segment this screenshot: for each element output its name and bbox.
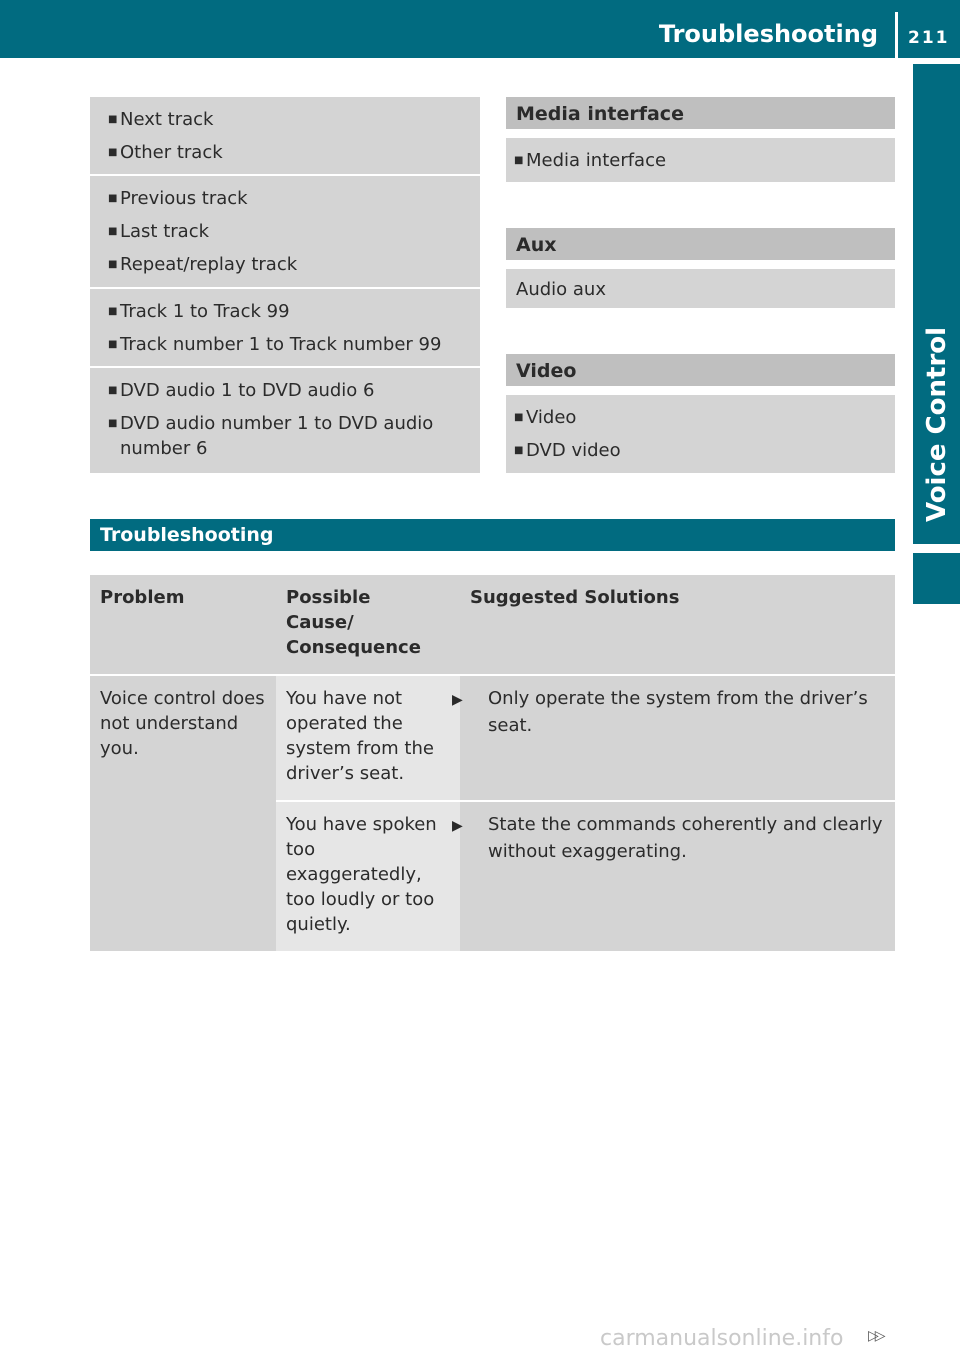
arrow-right-icon: ▶ [452,692,463,708]
list-item: ■ Video [514,407,577,428]
solution-cell: ▶ State the commands coherently and clearly without exaggerating. [460,801,895,952]
bullet-icon: ■ [108,114,118,125]
list-item: ■ Repeat/replay track [108,254,298,275]
section-title: Video [506,354,895,386]
section-body [506,395,895,473]
list-item: ■ Media interface [514,150,667,171]
header-title: Troubleshooting [658,20,878,48]
arrow-right-icon: ▶ [452,818,463,834]
column-header-solutions: Suggested Solutions [460,575,895,675]
cause-cell: You have spoken too exaggeratedly, too loudly or too quietly. [276,801,460,952]
bullet-icon: ■ [514,445,524,456]
video-section [506,354,895,473]
list-item: ■ DVD audio 1 to DVD audio 6 [108,380,375,401]
column-header-problem: Problem [90,575,276,675]
bullet-icon: ■ [108,339,118,350]
bullet-icon: ■ [108,193,118,204]
bullet-icon: ■ [108,259,118,270]
list-item: ■ Track number 1 to Track number 99 [108,334,442,355]
command-group [90,97,480,176]
list-item: ■ Last track [108,221,210,242]
list-item: ■ Other track [108,142,223,163]
troubleshooting-heading: Troubleshooting [90,519,895,551]
section-title: Aux [506,228,895,260]
list-item: ■ Track 1 to Track 99 [108,301,290,322]
troubleshooting-table [90,575,895,953]
media-interface-section [506,97,895,182]
watermark: carmanualsonline.info [600,1326,844,1351]
header-divider [895,12,898,58]
page-number: 211 [908,28,950,48]
side-tab-block [913,553,960,604]
aux-section [506,228,895,308]
command-group [90,289,480,368]
section-body [506,138,895,182]
list-item: ■ Next track [108,109,214,130]
table-row [90,675,895,801]
problem-cell: Voice control does not understand you. [90,675,276,952]
section-body: Audio aux [506,269,895,308]
table-header-row [90,575,895,675]
next-page-icon: ▷▷ [868,1328,882,1344]
bullet-icon: ■ [514,412,524,423]
solution-cell: ▶ Only operate the system from the driver’s seat. [460,675,895,801]
bullet-icon: ■ [108,418,118,429]
command-group [90,176,480,289]
bullet-icon: ■ [108,147,118,158]
list-item: ■ DVD audio number 1 to DVD audio number 6 [108,413,434,459]
list-item: ■ DVD video [514,440,621,461]
bullet-icon: ■ [108,306,118,317]
list-item: ■ Previous track [108,188,248,209]
side-tab-label: Voice Control [921,326,952,522]
bullet-icon: ■ [108,226,118,237]
command-group [90,368,480,473]
bullet-icon: ■ [514,155,524,166]
left-command-column [90,97,480,473]
cause-cell: You have not operated the system from the driver’s seat. [276,675,460,801]
bullet-icon: ■ [108,385,118,396]
section-title: Media interface [506,97,895,129]
column-header-cause: Possible Cause/ Consequence [276,575,460,675]
right-command-column [506,97,895,473]
